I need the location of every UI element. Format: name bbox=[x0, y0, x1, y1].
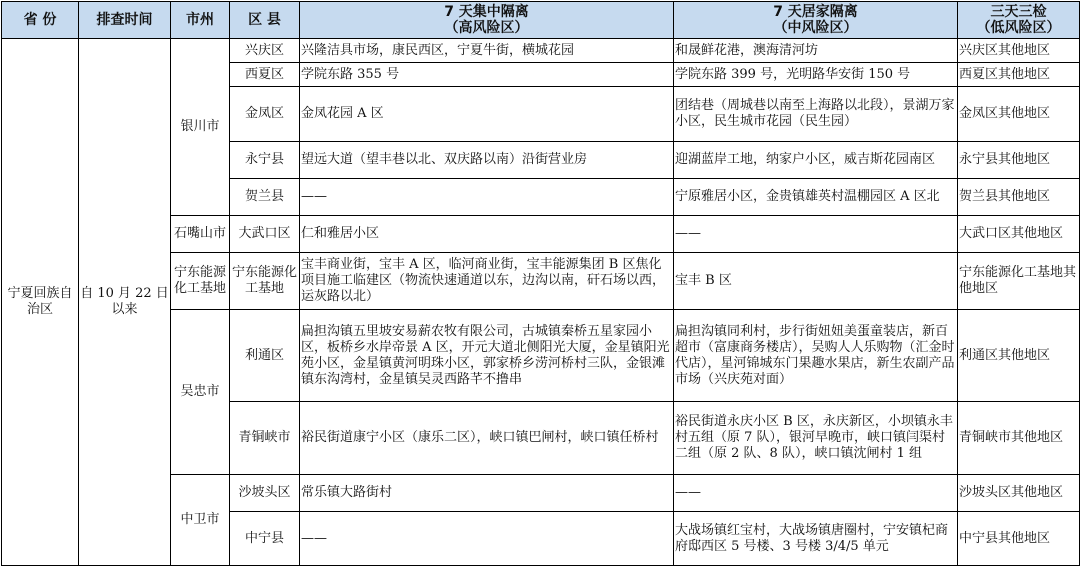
high-risk-cell: 望远大道（望丰巷以北、双庆路以南）沿街营业房 bbox=[300, 142, 674, 179]
district-cell: 沙坡头区 bbox=[230, 475, 300, 512]
city-cell: 宁东能源化工基地 bbox=[171, 253, 230, 310]
low-risk-cell: 中宁县其他地区 bbox=[958, 512, 1080, 566]
low-risk-cell: 青铜峡市其他地区 bbox=[958, 402, 1080, 475]
high-risk-cell: 宝丰商业街，宝丰 A 区，临河商业街，宝丰能源集团 B 区焦化项目施工临建区（物流快速通道以东，边沟以南，矸石场以西，运灰路以北） bbox=[300, 253, 674, 310]
header-time: 排查时间 bbox=[79, 2, 171, 39]
mid-risk-cell: 和晟鲜花港，澳海清河坊 bbox=[674, 39, 958, 63]
mid-risk-cell: 宝丰 B 区 bbox=[674, 253, 958, 310]
district-cell: 永宁县 bbox=[230, 142, 300, 179]
high-risk-cell: 常乐镇大路街村 bbox=[300, 475, 674, 512]
low-risk-cell: 贺兰县其他地区 bbox=[958, 179, 1080, 216]
city-cell: 石嘴山市 bbox=[171, 216, 230, 253]
province-cell: 宁夏回族自治区 bbox=[2, 39, 79, 566]
table-row bbox=[2, 39, 1080, 63]
city-cell: 吴忠市 bbox=[171, 310, 230, 475]
header-low-risk bbox=[958, 2, 1080, 39]
district-cell: 西夏区 bbox=[230, 63, 300, 87]
mid-risk-cell: 迎湖蓝岸工地，纳家户小区，威吉斯花园南区 bbox=[674, 142, 958, 179]
low-risk-cell: 利通区其他地区 bbox=[958, 310, 1080, 402]
high-risk-cell: 金凤花园 A 区 bbox=[300, 87, 674, 142]
header-mid-risk-title: 7 天居家隔离 bbox=[773, 4, 858, 20]
mid-risk-cell: 团结巷（周城巷以南至上海路以北段），景湖万家小区，民生城市花园（民生园） bbox=[674, 87, 958, 142]
mid-risk-cell: 学院东路 399 号，光明路华安街 150 号 bbox=[674, 63, 958, 87]
header-district: 区 县 bbox=[230, 2, 300, 39]
high-risk-cell: 裕民街道康宁小区（康乐二区），峡口镇巴闸村，峡口镇任桥村 bbox=[300, 402, 674, 475]
header-high-risk-title: 7 天集中隔离 bbox=[444, 4, 529, 20]
district-cell: 青铜峡市 bbox=[230, 402, 300, 475]
district-cell: 兴庆区 bbox=[230, 39, 300, 63]
district-cell: 利通区 bbox=[230, 310, 300, 402]
high-risk-cell: 兴隆洁具市场，康民西区，宁夏牛街，横城花园 bbox=[300, 39, 674, 63]
low-risk-cell: 西夏区其他地区 bbox=[958, 63, 1080, 87]
header-province: 省 份 bbox=[2, 2, 79, 39]
low-risk-cell: 宁东能源化工基地其他地区 bbox=[958, 253, 1080, 310]
header-high-risk bbox=[300, 2, 674, 39]
city-cell: 中卫市 bbox=[171, 475, 230, 566]
risk-area-table bbox=[1, 1, 1080, 566]
district-cell: 中宁县 bbox=[230, 512, 300, 566]
city-cell: 银川市 bbox=[171, 39, 230, 216]
district-cell: 宁东能源化工基地 bbox=[230, 253, 300, 310]
district-cell: 大武口区 bbox=[230, 216, 300, 253]
district-cell: 金凤区 bbox=[230, 87, 300, 142]
high-risk-cell: 扁担沟镇五里坡安易薪农牧有限公司，古城镇秦桥五星家园小区，板桥乡水岸帝景 A 区，开元大道北侧阳光大厦，金星镇阳光苑小区，金星镇黄河明珠小区，郭家桥乡涝河桥村三队，金银滩镇东沟湾村，金星镇吴灵西路芊不撸串 bbox=[300, 310, 674, 402]
header-mid-risk bbox=[674, 2, 958, 39]
header-low-risk-sub: （低风险区） bbox=[976, 20, 1061, 36]
mid-risk-cell: 大战场镇红宝村，大战场镇唐圈村，宁安镇杞商府邸西区 5 号楼、3 号楼 3/4/5 单元 bbox=[674, 512, 958, 566]
header-row bbox=[2, 2, 1080, 39]
mid-risk-cell: 宁原雅居小区，金贵镇雄英村温棚园区 A 区北 bbox=[674, 179, 958, 216]
low-risk-cell: 大武口区其他地区 bbox=[958, 216, 1080, 253]
header-city: 市州 bbox=[171, 2, 230, 39]
low-risk-cell: 沙坡头区其他地区 bbox=[958, 475, 1080, 512]
high-risk-cell: —— bbox=[300, 179, 674, 216]
mid-risk-cell: —— bbox=[674, 216, 958, 253]
time-cell: 自 10 月 22 日以来 bbox=[79, 39, 171, 566]
high-risk-cell: 仁和雅居小区 bbox=[300, 216, 674, 253]
mid-risk-cell: 扁担沟镇同利村，步行街妞妞美蛋童装店，新百超市（富康商务楼店），吴购人人乐购物（汇金时代店），星河锦城东门果趣水果店，新生农副产品市场（兴庆苑对面） bbox=[674, 310, 958, 402]
mid-risk-cell: —— bbox=[674, 475, 958, 512]
high-risk-cell: —— bbox=[300, 512, 674, 566]
low-risk-cell: 永宁县其他地区 bbox=[958, 142, 1080, 179]
mid-risk-cell: 裕民街道永庆小区 B 区，永庆新区，小坝镇永丰村五组（原 7 队），银河早晚市，峡口镇闫渠村二组（原 2 队、8 队），峡口镇沈闸村 1 组 bbox=[674, 402, 958, 475]
low-risk-cell: 金凤区其他地区 bbox=[958, 87, 1080, 142]
low-risk-cell: 兴庆区其他地区 bbox=[958, 39, 1080, 63]
high-risk-cell: 学院东路 355 号 bbox=[300, 63, 674, 87]
header-mid-risk-sub: （中风险区） bbox=[773, 20, 858, 36]
district-cell: 贺兰县 bbox=[230, 179, 300, 216]
header-low-risk-title: 三天三检 bbox=[990, 4, 1047, 20]
header-high-risk-sub: （高风险区） bbox=[444, 20, 529, 36]
